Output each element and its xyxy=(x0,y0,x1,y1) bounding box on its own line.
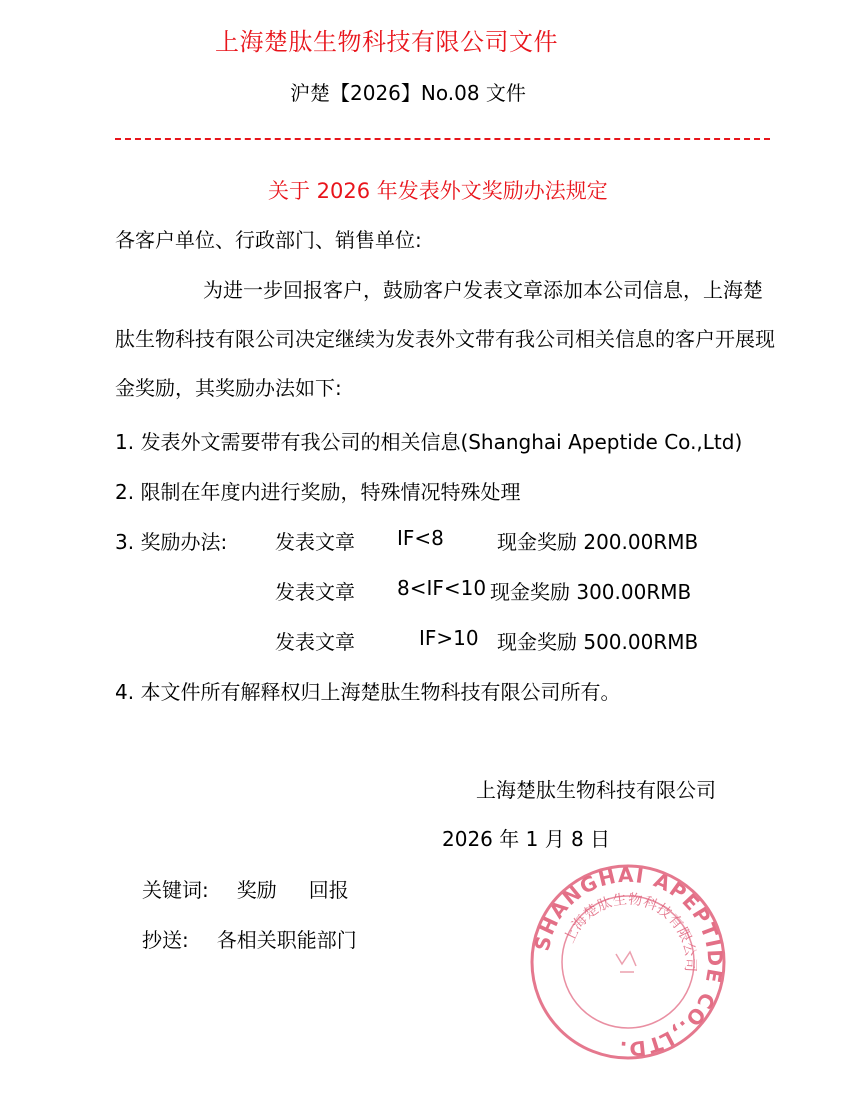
reward-tier-label: 发表文章 xyxy=(275,530,355,554)
signature-date: 2026 年 1 月 8 日 xyxy=(442,827,611,851)
keyword-tag: 奖励 xyxy=(236,878,277,902)
keywords-line xyxy=(142,874,349,903)
keyword-tag: 回报 xyxy=(308,878,349,902)
reward-tier-amount: 现金奖励 200.00RMB xyxy=(497,530,699,554)
signature-company: 上海楚肽生物科技有限公司 xyxy=(476,778,716,802)
reward-tier-label: 发表文章 xyxy=(275,580,355,604)
list-item: 1. 发表外文需要带有我公司的相关信息(Shanghai Apeptide Co.,Ltd) xyxy=(115,430,743,454)
reward-tier-condition: IF<8 xyxy=(397,526,444,550)
document-number: 沪楚【2026】No.08 文件 xyxy=(290,81,526,105)
header-divider xyxy=(115,138,770,140)
reward-tier-label: 发表文章 xyxy=(275,630,355,654)
cc-label: 抄送: xyxy=(142,928,189,952)
reward-tier-amount: 现金奖励 300.00RMB xyxy=(490,580,692,604)
cc-value: 各相关职能部门 xyxy=(216,928,357,952)
keywords-label: 关键词: xyxy=(142,878,209,902)
intro-paragraph: 为进一步回报客户，鼓励客户发表文章添加本公司信息，上海楚肽生物科技有限公司决定继续为发表外文带有我公司相关信息的客户开展现金奖励，其奖励办法如下: xyxy=(115,278,775,400)
recipients-line: 各客户单位、行政部门、销售单位: xyxy=(115,228,422,252)
stamp-inner-text: 上海楚肽生物科技有限公司 xyxy=(561,891,699,973)
document-header-title: 上海楚肽生物科技有限公司文件 xyxy=(215,28,558,56)
reward-tier-condition: IF>10 xyxy=(419,626,479,650)
stamp-outer-text: SHANGHAI APEPTIDE CO.,LTD. xyxy=(529,862,728,1062)
cc-line xyxy=(142,924,357,953)
list-item: 2. 限制在年度内进行奖励，特殊情况特殊处理 xyxy=(115,480,521,504)
reward-tier-amount: 现金奖励 500.00RMB xyxy=(497,630,699,654)
reward-tier-condition: 8<IF<10 xyxy=(397,576,487,600)
list-item: 4. 本文件所有解释权归上海楚肽生物科技有限公司所有。 xyxy=(115,680,621,704)
list-item: 3. 奖励办法: xyxy=(115,530,228,554)
document-title: 关于 2026 年发表外文奖励办法规定 xyxy=(268,179,608,203)
company-seal-stamp xyxy=(528,862,728,1062)
